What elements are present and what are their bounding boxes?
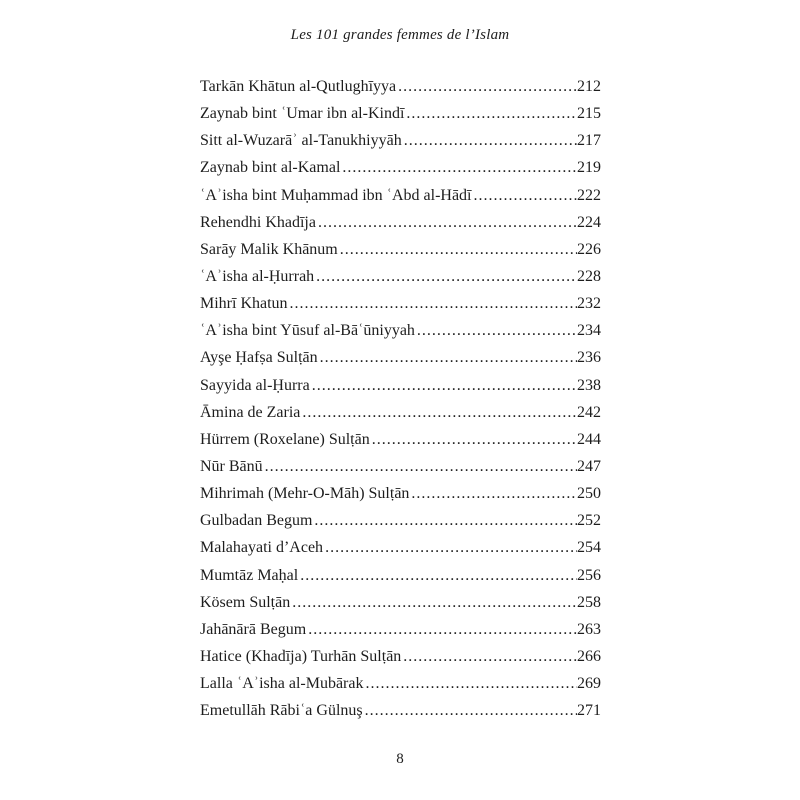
toc-leader-dots	[316, 263, 577, 290]
toc-entry	[200, 209, 601, 236]
toc-leader-dots	[302, 399, 577, 426]
toc-entry-page: 254	[577, 539, 601, 557]
toc-entry-page: 215	[577, 105, 601, 123]
toc-entry-page: 238	[577, 376, 601, 394]
toc-leader-dots	[365, 670, 577, 697]
toc-entry-page: 269	[577, 675, 601, 693]
toc-leader-dots	[417, 317, 577, 344]
toc-entry-page: 271	[577, 702, 601, 720]
toc-entry	[200, 154, 601, 181]
toc-leader-dots	[292, 589, 577, 616]
toc-entry	[200, 263, 601, 290]
toc-entry-title: Sayyida al-Ḥurra	[200, 376, 310, 394]
toc-entry	[200, 372, 601, 399]
toc-entry-title: ʿAʾisha bint Muḥammad ibn ʿAbd al-Hādī	[200, 186, 472, 204]
page-number: 8	[396, 751, 404, 767]
toc-entry-page: 212	[577, 78, 601, 95]
toc-entry	[200, 182, 601, 209]
toc-entry-title: ʿAʾisha bint Yūsuf al-Bāʿūniyyah	[200, 322, 415, 340]
toc-entry	[200, 317, 601, 344]
toc-leader-dots	[398, 73, 577, 100]
toc-entry	[200, 399, 601, 426]
toc-entry-title: Jahānārā Begum	[200, 620, 307, 638]
toc-entry-page: 247	[577, 457, 601, 475]
toc-entry-title: ʿAʾisha al-Ḥurrah	[200, 267, 315, 285]
toc-entry-title: Mihrī Khatun	[200, 295, 288, 313]
toc-leader-dots	[265, 453, 577, 480]
toc-entry-title: Mumtāz Maḥal	[200, 566, 299, 584]
toc-entry-title: Sarāy Malik Khānum	[200, 240, 338, 258]
toc-entry-page: 266	[577, 647, 601, 665]
toc-entry-page: 234	[577, 322, 601, 340]
toc-entry	[200, 643, 601, 670]
toc-leader-dots	[290, 290, 577, 317]
toc-entry-title: Hatice (Khadīja) Turhān Sulṭān	[200, 647, 402, 665]
toc-leader-dots	[372, 426, 577, 453]
toc-entry-page: 258	[577, 593, 601, 611]
toc-entry-page: 242	[577, 403, 601, 421]
toc-entry	[200, 697, 601, 724]
toc-entry-page: 222	[577, 186, 601, 204]
toc-entry-page: 217	[577, 132, 601, 150]
toc-entry-page: 226	[577, 240, 601, 258]
toc-leader-dots	[320, 344, 577, 371]
toc-leader-dots	[411, 480, 577, 507]
toc-entry	[200, 236, 601, 263]
toc-entry-title: Ayşe Ḥafṣa Sulṭān	[200, 349, 318, 367]
toc-entry	[200, 344, 601, 371]
toc-entry	[200, 534, 601, 561]
toc-entry	[200, 507, 601, 534]
toc-entry-title: Tarkān Khātun al-Qutlughīyya	[200, 78, 397, 95]
toc-entry	[200, 100, 601, 127]
toc-list	[200, 73, 601, 724]
toc-entry-title: Āmina de Zaria	[200, 403, 301, 421]
toc-leader-dots	[404, 127, 577, 154]
toc-leader-dots	[340, 236, 577, 263]
toc-entry	[200, 480, 601, 507]
toc-entry-page: 219	[577, 159, 601, 177]
toc-leader-dots	[474, 182, 578, 209]
toc-entry	[200, 290, 601, 317]
toc-entry-page: 250	[577, 485, 601, 503]
toc-entry-page: 232	[577, 295, 601, 313]
toc-entry-title: Lalla ʿAʾisha al-Mubārak	[200, 675, 364, 693]
toc-entry-title: Malahayati d’Aceh	[200, 539, 324, 557]
toc-entry-title: Emetullāh Rābiʿa Gülnuş	[200, 702, 363, 720]
toc-leader-dots	[312, 372, 577, 399]
toc-entry	[200, 426, 601, 453]
toc-entry	[200, 127, 601, 154]
toc-entry-title: Hürrem (Roxelane) Sulṭān	[200, 430, 370, 448]
toc-entry	[200, 616, 601, 643]
toc-entry	[200, 73, 601, 100]
toc-entry	[200, 589, 601, 616]
toc-entry	[200, 453, 601, 480]
toc-entry-page: 236	[577, 349, 601, 367]
toc-entry	[200, 562, 601, 589]
toc-entry-title: Sitt al-Wuzarāʾ al-Tanukhiyyāh	[200, 132, 402, 150]
toc-entry-title: Mihrimah (Mehr-O-Māh) Sulṭān	[200, 485, 410, 503]
toc-entry-title: Zaynab bint al-Kamal	[200, 159, 341, 177]
running-header: Les 101 grandes femmes de l’Islam	[290, 27, 510, 43]
toc-leader-dots	[300, 562, 577, 589]
toc-leader-dots	[318, 209, 577, 236]
toc-entry-title: Kösem Sulṭān	[200, 593, 291, 611]
toc-entry-page: 256	[577, 566, 601, 584]
toc-entry-page: 263	[577, 620, 601, 638]
toc-leader-dots	[406, 100, 577, 127]
toc-leader-dots	[314, 507, 577, 534]
toc-entry-page: 228	[577, 267, 601, 285]
toc-entry-page: 252	[577, 512, 601, 530]
toc-entry-page: 224	[577, 213, 601, 231]
toc-entry-title: Zaynab bint ʿUmar ibn al-Kindī	[200, 105, 405, 123]
toc-entry-page: 244	[577, 430, 601, 448]
toc-entry	[200, 670, 601, 697]
toc-leader-dots	[342, 154, 577, 181]
toc-entry-title: Rehendhi Khadīja	[200, 213, 316, 231]
toc-leader-dots	[365, 697, 577, 724]
toc-leader-dots	[325, 534, 577, 561]
toc-leader-dots	[308, 616, 577, 643]
toc-leader-dots	[403, 643, 577, 670]
toc-entry-title: Nūr Bānū	[200, 457, 263, 475]
toc-entry-title: Gulbadan Begum	[200, 512, 313, 530]
